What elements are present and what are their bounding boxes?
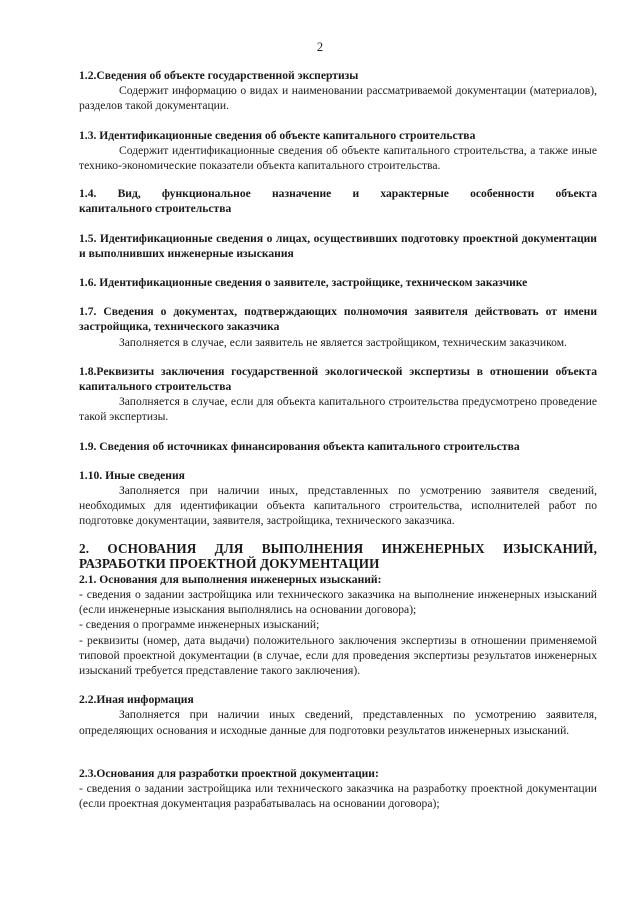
page-number: 2 bbox=[316, 40, 324, 54]
section-1-5 bbox=[79, 231, 597, 261]
section-1-6 bbox=[79, 275, 597, 290]
section-1-10-heading: 1.10. Иные сведения bbox=[79, 468, 185, 482]
section-1-4-heading-line1: 1.4. Вид, функциональное назначение и характерные особенности объекта bbox=[79, 187, 597, 201]
section-2-2-heading: 2.2.Иная информация bbox=[79, 693, 194, 707]
section-1-7-heading: 1.7. Сведения о документах, подтверждающих полномочия заявителя действовать от имени застройщика, технического заказчика bbox=[79, 305, 597, 334]
section-2-3 bbox=[79, 766, 597, 812]
section-1-5-heading: 1.5. Идентификационные сведения о лицах, осуществивших подготовку проектной документации и выполнивших инженерные изыскания bbox=[79, 231, 597, 260]
section-1-7-text: Заполняется в случае, если заявитель не является застройщиком, техническим заказчиком. bbox=[119, 335, 567, 349]
section-1-2-heading: 1.2.Сведения об объекте государственной экспертизы bbox=[79, 69, 359, 82]
section-2-heading: 2. ОСНОВАНИЯ ДЛЯ ВЫПОЛНЕНИЯ ИНЖЕНЕРНЫХ ИЗЫСКАНИЙ, РАЗРАБОТКИ ПРОЕКТНОЙ ДОКУМЕНТАЦИИ bbox=[79, 540, 597, 572]
section-1-4 bbox=[79, 186, 597, 216]
section-1-2 bbox=[79, 68, 597, 114]
section-2-1 bbox=[79, 572, 597, 678]
section-2-3-item: - сведения о задании застройщика или технического заказчика на разработку проектной документации (если проектная документация разрабатывалась на основании договора); bbox=[79, 782, 597, 811]
section-1-7 bbox=[79, 304, 597, 350]
section-1-3 bbox=[79, 128, 597, 174]
section-1-10 bbox=[79, 468, 597, 529]
section-1-8 bbox=[79, 364, 597, 425]
section-1-2-text: Содержит информацию о видах и наименовании рассматриваемой документации (материалов), разделов такой документации. bbox=[79, 84, 597, 113]
section-1-3-heading: 1.3. Идентификационные сведения об объекте капитального строительства bbox=[79, 128, 476, 142]
section-1-6-heading: 1.6. Идентификационные сведения о заявителе, застройщике, техническом заказчике bbox=[79, 276, 528, 290]
section-1-9-heading: 1.9. Сведения об источниках финансирования объекта капитального строительства bbox=[79, 439, 520, 453]
section-1-4-heading-line2: капитального строительства bbox=[79, 202, 232, 216]
section-1-10-text: Заполняется при наличии иных, представленных по усмотрению заявителя сведений, необходимых для идентификации объекта капитального строительства, исполнителей работ по подготовке документации, заявителя, застройщика, технического заказчика. bbox=[79, 484, 597, 528]
section-1-9 bbox=[79, 439, 597, 454]
document-body bbox=[79, 68, 597, 812]
section-2-1-item: - сведения о задании застройщика или технического заказчика на выполнение инженерных изысканий (если инженерные изыскания выполнялись на основании договора); bbox=[79, 588, 597, 617]
section-2-1-heading: 2.1. Основания для выполнения инженерных изысканий: bbox=[79, 572, 382, 586]
section-1-8-heading: 1.8.Реквизиты заключения государственной экологической экспертизы в отношении объекта капитального строительства bbox=[79, 364, 597, 394]
section-1-8-text: Заполняется в случае, если для объекта капитального строительства предусмотрено проведение такой экспертизы. bbox=[79, 395, 597, 424]
section-2-1-item: - реквизиты (номер, дата выдачи) положительного заключения экспертизы в отношении применяемой типовой проектной документации (в случае, если для проведения экспертизы результатов инженерных изысканий требуется представление такого заключения). bbox=[79, 633, 597, 678]
section-2-3-heading: 2.3.Основания для разработки проектной документации: bbox=[79, 766, 379, 780]
section-2-2 bbox=[79, 692, 597, 738]
section-2 bbox=[79, 541, 597, 572]
section-2-1-item: - сведения о программе инженерных изысканий; bbox=[79, 618, 320, 632]
section-2-2-text: Заполняется при наличии иных сведений, представленных по усмотрению заявителя, определяющих основания и исходные данные для подготовки результатов инженерных изысканий. bbox=[79, 708, 597, 737]
section-1-3-text: Содержит идентификационные сведения об объекте капитального строительства, а также иные технико-экономические показатели объекта капитального строительства. bbox=[79, 143, 597, 173]
